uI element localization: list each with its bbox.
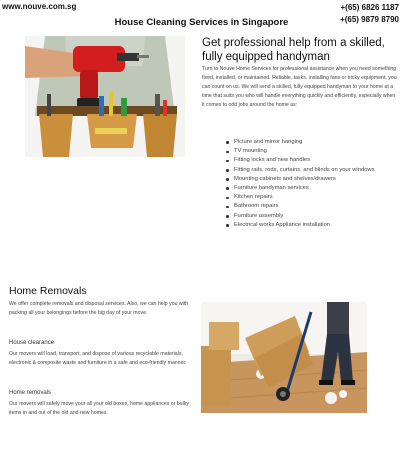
list-item: Bathroom repairs: [225, 202, 395, 211]
movers-photo: [201, 302, 367, 413]
handyman-photo: [25, 36, 185, 157]
handyman-heading: Get professional help from a skilled, fully equipped handyman: [202, 37, 385, 63]
list-item: TV mounting: [225, 147, 395, 156]
page-title: House Cleaning Services in Singapore: [114, 17, 289, 28]
phone-numbers: [340, 2, 399, 26]
list-item: Electrical works Appliance installation: [225, 221, 395, 230]
list-item: Kitchen repairs: [225, 193, 395, 202]
list-item: Fitting rails, rods, curtains, and blinds on your windows: [225, 166, 395, 175]
list-item: Mounting cabinets and shelves/drawers: [225, 175, 395, 184]
removals-heading: Home Removals: [9, 285, 87, 297]
list-item: Picture and mirror hanging: [225, 138, 395, 147]
home-removals-text: Our movers will safely move your all your old boxes, home appliances or bulky items in and out of the old and new homes.: [9, 401, 189, 416]
house-clearance-title: House clearance: [9, 340, 55, 346]
website-url: www.nouve.com.sg: [2, 2, 77, 11]
list-item: Fitting locks and new handles: [225, 156, 395, 165]
handyman-intro: Turn to Nouve Home Services for professional assistance when you need something fixed, installed, or maintained. Reliable, tasks, installing fans or tricky equipment, you can count on us. We will send a skilled, fully equipped handyman to your home at a time that suits you who will handle everything quickly and efficiently, especially when it comes to odd jobs around the home as:: [202, 66, 397, 108]
services-list: [225, 138, 395, 230]
list-item: Furniture assembly: [225, 212, 395, 221]
phone-number-1: +(65) 6826 1187: [340, 3, 399, 12]
list-item: Furniture handyman services: [225, 184, 395, 193]
phone-number-2: +(65) 9879 8790: [340, 15, 399, 24]
removals-intro: We offer complete removals and disposal services. Also, we can help you with packing all your belongings before the big day of your move.: [9, 301, 189, 316]
home-removals-title: Home removals: [9, 390, 52, 396]
house-clearance-text: Our movers will load, transport, and dispose of various recyclable materials, electronic & composite waste and furniture in a safe and eco-friendly manner.: [9, 351, 187, 366]
